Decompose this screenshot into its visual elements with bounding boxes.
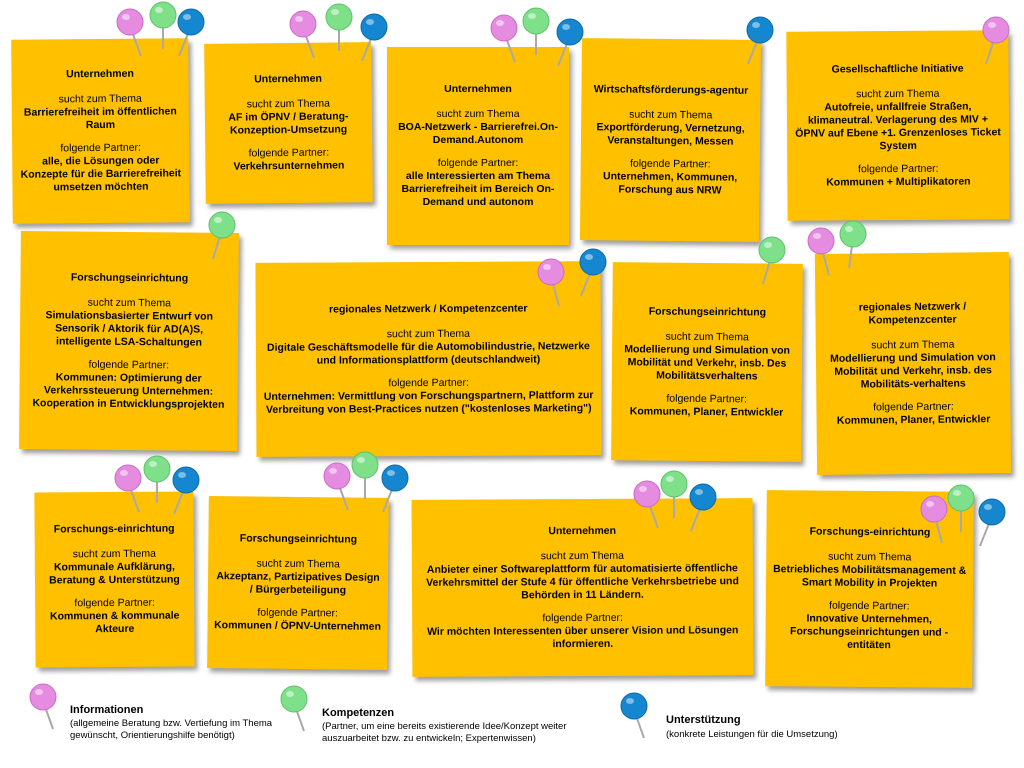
note-seeks-label: sucht zum Thema [256, 557, 340, 571]
note-partners-label: folgende Partner: [437, 157, 519, 169]
note-seeks-label: sucht zum Thema [436, 108, 520, 120]
note-partners: Kommunen, Planer, Entwickler [629, 404, 784, 419]
blue-pin-icon [550, 16, 584, 68]
blue-pin-icon [171, 6, 205, 58]
note-seeks-label: sucht zum Thema [58, 92, 142, 106]
note-partners: Kommunen & kommunale Akteure [49, 609, 180, 636]
green-pin-icon [755, 234, 789, 286]
note-partners: Unternehmen, Kommunen, Forschung aus NRW [602, 169, 738, 197]
legend-kompetenzen-desc: (Partner, um eine bereits existierende Idee/Konzept weiter auszuarbeitet bzw. zu entwickeln; Expertenwissen) [322, 721, 567, 744]
note-topic: Betriebliches Mobilitätsmanagement & Smart Mobility in Projekten [773, 563, 967, 590]
note-partners: Unternehmen: Vermittlung von Forschungspartnern, Plattform zur Verbreitung von Best-Practices nutzen ("kostenloses Marketing") [263, 388, 594, 416]
note-5 [786, 30, 1009, 221]
note-partners-label: folgende Partner: [666, 392, 748, 405]
note-seeks-label: sucht zum Thema [540, 549, 624, 562]
note-partners: Wir möchten Interessenten über unserer Vision und Lösungen informieren. [427, 623, 739, 650]
note-3 [387, 47, 569, 245]
blue-pin-icon [683, 481, 717, 533]
note-topic: Anbieter einer Softwareplattform für automatisierte öffentliche Verkehrsmittel der Stufe 4 für öffentliche Verkehrsbetriebe und Behörden in 11 Ländern. [426, 561, 739, 601]
green-pin-icon [205, 209, 239, 261]
note-org: regionales Netzwerk / Kompetenzcenter [858, 299, 967, 326]
note-seeks-label: sucht zum Thema [72, 547, 156, 561]
note-org: Unternehmen [444, 83, 512, 95]
green-pin-icon [322, 1, 356, 53]
blue-pin-icon [972, 496, 1006, 548]
blue-pin-icon [740, 14, 774, 66]
legend-informationen-desc: (allgemeine Beratung bzw. Vertiefung im Thema gewünscht, Orientierungshilfe benötigt) [70, 718, 273, 741]
note-seeks-label: sucht zum Thema [871, 338, 955, 351]
blue-pin-icon [375, 462, 409, 514]
note-org: Forschungseinrichtung [239, 532, 358, 546]
note-topic: Barrierefreiheit im öffentlichen Raum [23, 105, 177, 132]
blue-pin-icon [573, 246, 607, 298]
note-seeks-label: sucht zum Thema [828, 550, 912, 564]
note-topic: Exportförderung, Vernetzung, Veranstaltungen, Messen [596, 120, 745, 148]
green-pin-icon [519, 5, 553, 57]
note-partners: Kommunen, Planer, Entwickler [836, 412, 991, 427]
note-topic: Autofreie, unfallfreie Straßen, klimaneutral. Verlagerung des MIV + ÖPNV auf Ebene +1. Grenzenloses Ticket System [795, 99, 1001, 152]
note-partners: Kommunen + Multiplikatoren [826, 174, 971, 189]
note-seeks-label: sucht zum Thema [856, 87, 940, 100]
note-org: Wirtschaftsförderungs-agentur [593, 82, 749, 97]
note-topic: Akzeptanz, Partizipatives Design / Bürgerbeteiligung [216, 570, 380, 597]
pink-pin-icon [537, 256, 571, 308]
note-topic: Simulationsbasierter Entwurf von Sensorik / Aktorik für AD(A)S, intelligente LSA-Schaltungen [45, 308, 213, 349]
note-org: Forschungs-einrichtung [53, 522, 175, 536]
note-partners: alle Interessierten am Thema Barrierefreiheit im Bereich On-Demand und autonom [401, 170, 555, 208]
legend-pink-pin-icon [29, 681, 63, 733]
note-partners-label: folgende Partner: [248, 146, 330, 160]
note-org: Unternehmen [548, 524, 617, 537]
note-partners-label: folgende Partner: [388, 376, 469, 389]
note-partners-label: folgende Partner: [88, 358, 170, 371]
note-partners-label: folgende Partner: [542, 611, 623, 624]
note-seeks-label: sucht zum Thema [246, 97, 330, 111]
note-10 [34, 491, 194, 667]
blue-pin-icon [166, 464, 200, 516]
legend-unterstuetzung-title: Unterstützung [666, 714, 741, 726]
note-org: Unternehmen [254, 72, 322, 86]
legend-blue-pin-icon [620, 690, 654, 742]
legend-informationen-title: Informationen [70, 704, 144, 716]
legend-kompetenzen-title: Kompetenzen [322, 707, 395, 719]
note-seeks-label: sucht zum Thema [629, 108, 713, 121]
legend-unterstuetzung-desc: (konkrete Leistungen für die Umsetzung) [666, 729, 838, 740]
note-2 [204, 42, 373, 204]
legend-green-pin-icon [280, 683, 314, 735]
note-partners-label: folgende Partner: [257, 606, 339, 620]
note-topic: Modellierung und Simulation von Mobilität und Verkehr, insb. Des Mobilitätsverhaltens [624, 342, 790, 382]
note-org: regionales Netzwerk / Kompetenzcenter [329, 301, 528, 316]
note-partners: Kommunen / ÖPNV-Unternehmen [214, 619, 382, 633]
note-11 [207, 496, 389, 670]
note-topic: BOA-Netzwerk - Barrierefrei.On-Demand.Autonom [398, 121, 558, 146]
note-partners-label: folgende Partner: [74, 596, 155, 610]
note-seeks-label: sucht zum Thema [386, 327, 471, 340]
note-1 [11, 38, 190, 224]
note-topic: Kommunale Aufklärung, Beratung & Unterstützung [49, 560, 180, 587]
note-topic: Modellierung und Simulation von Mobilität und Verkehr, insb. des Mobilitäts-verhaltens [830, 350, 996, 391]
note-seeks-label: sucht zum Thema [665, 330, 749, 343]
note-9 [815, 252, 1011, 475]
blue-pin-icon [354, 11, 388, 63]
note-org: Forschungseinrichtung [70, 270, 189, 285]
note-topic: Digitale Geschäftsmodelle für die Automobilindustrie, Netzwerke und Informationsplattform (deutschlandweit) [266, 339, 590, 367]
note-partners: Kommunen: Optimierung der Verkehrssteuerung Unternehmen: Kooperation in Entwicklungsprojekten [32, 370, 225, 411]
note-org: Forschungs-einrichtung [809, 525, 931, 539]
note-partners-label: folgende Partner: [857, 162, 939, 175]
note-partners: Verkehrsunternehmen [233, 159, 345, 173]
note-partners-label: folgende Partner: [60, 141, 141, 155]
note-org: Gesellschaftliche Initiative [831, 62, 964, 75]
pink-pin-icon [289, 8, 323, 60]
note-partners: alle, die Lösungen oder Konzepte für die Barrierefreiheit umsetzen möchten [20, 154, 182, 194]
pink-pin-icon [116, 6, 150, 58]
note-org: Forschungseinrichtung [648, 304, 767, 319]
note-8 [611, 262, 803, 462]
note-topic: AF im ÖPNV / Beratung-Konzeption-Umsetzung [228, 110, 349, 137]
note-partners-label: folgende Partner: [873, 400, 954, 413]
note-4 [580, 38, 761, 242]
pink-pin-icon [982, 14, 1016, 66]
note-partners-label: folgende Partner: [829, 599, 910, 613]
note-partners-label: folgende Partner: [629, 157, 711, 170]
note-partners: Innovative Unternehmen, Forschungseinrichtungen und -entitäten [790, 612, 949, 652]
note-6 [19, 231, 239, 451]
note-seeks-label: sucht zum Thema [87, 296, 172, 309]
green-pin-icon [836, 218, 870, 270]
note-org: Unternehmen [66, 67, 134, 81]
